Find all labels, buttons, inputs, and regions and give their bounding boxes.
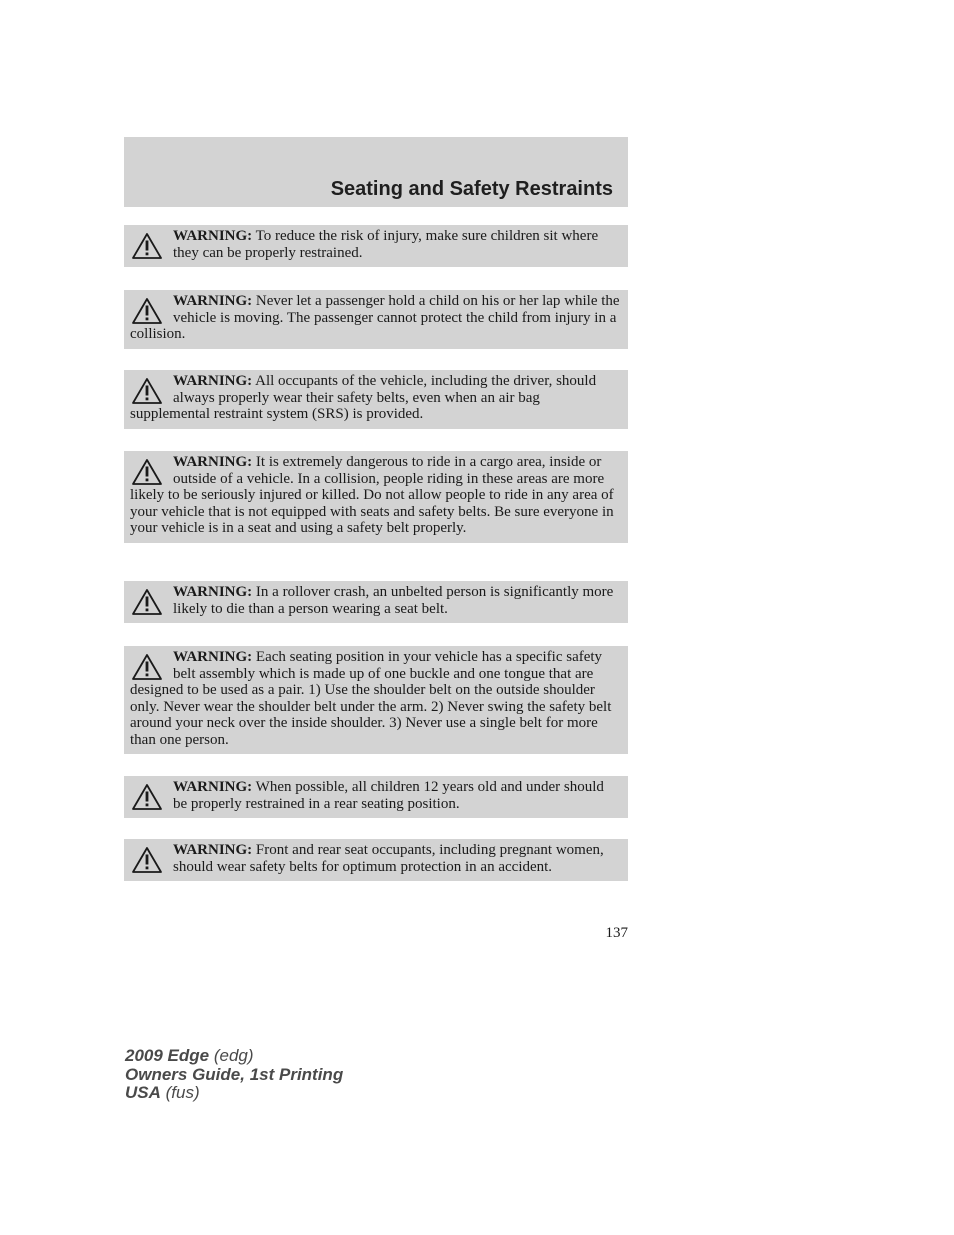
warning-triangle-icon [131, 588, 163, 616]
warning-text: When possible, all children 12 years old and under should be properly restrained in a rear seating position. [173, 779, 604, 812]
warning-label: WARNING: [173, 373, 253, 389]
footer-line-market [125, 1084, 343, 1103]
warning-label: WARNING: [173, 649, 253, 665]
warning-triangle-icon [131, 458, 163, 486]
section-header [124, 137, 628, 207]
warning-triangle-icon [131, 783, 163, 811]
section-title: Seating and Safety Restraints [330, 178, 613, 200]
warning-text: Each seating position in your vehicle has a specific safety belt assembly which is made up of one buckle and one tongue that are designed to be used as a pair. 1) Use the shoulder belt on the outside shoulder only. Never wear the shoulder belt under the arm. 2) Never swing the safety belt around your neck over the inside shoulder. 3) Never use a single belt for more than one person. [130, 649, 612, 748]
footer-market: USA [125, 1083, 161, 1102]
warning-triangle-icon [131, 377, 163, 405]
warning-box [124, 451, 628, 543]
document-footer [125, 1047, 343, 1103]
warning-triangle-icon [131, 653, 163, 681]
warning-box [124, 290, 628, 349]
warning-label: WARNING: [173, 779, 253, 795]
footer-guide: Owners Guide, 1st Printing [125, 1064, 344, 1084]
footer-line-guide [125, 1066, 343, 1085]
warning-text: All occupants of the vehicle, including the driver, should always properly wear their safety belts, even when an air bag supplemental restraint system (SRS) is provided. [130, 373, 597, 422]
warning-label: WARNING: [173, 842, 253, 858]
footer-market-code: (fus) [165, 1083, 200, 1102]
warning-box [124, 776, 628, 818]
warning-triangle-icon [131, 846, 163, 874]
warning-text: Front and rear seat occupants, including pregnant women, should wear safety belts for optimum protection in an accident. [173, 842, 604, 875]
warning-box [124, 839, 628, 881]
warning-text: It is extremely dangerous to ride in a cargo area, inside or outside of a vehicle. In a collision, people riding in these areas are more likely to be seriously injured or killed. Do not allow people to ride in any area of your vehicle that is not equipped with seats and safety belts. Be sure everyone in your vehicle is in a seat and using a safety belt properly. [130, 454, 614, 536]
warning-label: WARNING: [173, 454, 253, 470]
warning-triangle-icon [131, 297, 163, 325]
warning-text: To reduce the risk of injury, make sure children sit where they can be properly restrained. [173, 228, 599, 261]
warning-box [124, 225, 628, 267]
warning-label: WARNING: [173, 584, 253, 600]
warning-text: In a rollover crash, an unbelted person is significantly more likely to die than a person wearing a seat belt. [173, 584, 614, 617]
warning-triangle-icon [131, 232, 163, 260]
warning-label: WARNING: [173, 293, 253, 309]
footer-line-model [125, 1047, 343, 1066]
warning-box [124, 646, 628, 754]
warning-box [124, 581, 628, 623]
warning-label: WARNING: [173, 228, 253, 244]
footer-model: 2009 Edge [125, 1046, 210, 1065]
warning-box [124, 370, 628, 429]
warning-text: Never let a passenger hold a child on his or her lap while the vehicle is moving. The passenger cannot protect the child from injury in a collision. [130, 293, 620, 342]
footer-model-code: (edg) [213, 1046, 254, 1065]
page-number: 137 [605, 925, 628, 941]
